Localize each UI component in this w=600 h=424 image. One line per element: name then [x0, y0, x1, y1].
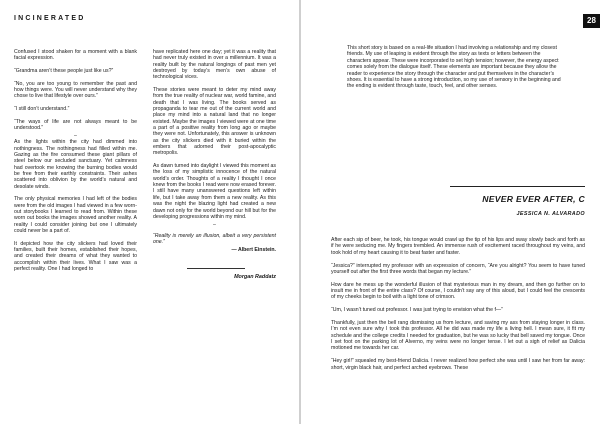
- left-page: [0, 0, 299, 424]
- paragraph: “Grandma aren’t these people just like us?”: [14, 67, 114, 74]
- paragraph: It depicted how the city slickers had loved their families, built their homes, established their hopes, and created their dreams of what they wanted to accomplish within their lives. What I saw was a perfect reality. One I had longed to: [14, 240, 137, 273]
- signature-rule: [187, 268, 245, 269]
- paragraph: As the lights within the city had dimmed into nothingness. The nothingness had filled within me. Gazing as the fire consumed these giant pillars of steel below our secluded sanctuary. Yet calmness had overtook me knowing the burning bodies would be free from their earthly constraints. Their ashes scattered into oblivion by the world’s natural and desolate winds.: [14, 139, 137, 190]
- paragraph: “The ways of life are not always meant to be understood.”: [14, 118, 137, 131]
- section-separator: –: [213, 222, 216, 229]
- paragraph: “Um, I wasn’t tuned out professor. I was just trying to envision what the f—”: [331, 307, 503, 314]
- quote-attribution: — Albert Einstein.: [231, 247, 276, 254]
- author-signature: Morgan Raddatz: [234, 273, 276, 280]
- paragraph: “Hey girl!” squealed my best-friend Dalicia. I never realized how perfect she was until I saw her from far away: short, virgin black hair, and perfect arched eyebrows. These: [331, 358, 585, 371]
- paragraph: The only physical memories I had left of the bodies were from the old images I had viewed in a few worn-out storybooks I learned to read from. Within these worn out books the images showed another reality. A reality I could consider joining but one I ultimately could never be a part of.: [14, 196, 137, 235]
- running-head: INCINERATED: [14, 15, 86, 22]
- paragraph: “Jessica?” interrupted my professor with an expression of concern, “Are you alright? You seem to have tuned yourself out after the first three words that began my lecture.”: [331, 262, 585, 275]
- paragraph: After each sip of beer, he took, his tongue would crawl up the tip of his lips and sway slowly back and forth as if he were seducing me. My fingers trembled. An immense rush of excitement raced throughout my veins, and took hold of my heart causing it to beat faster and faster.: [331, 237, 585, 256]
- right-page: [301, 0, 600, 424]
- epigraph-quote: “Reality is merely an illusion, albeit a very persistent one.”: [153, 232, 276, 245]
- paragraph: Thankfully, just then the bell rang dismissing us from lecture, and saving my ass from staying longer in class. I’m not even sure why I took this professor. All he did was made my life a living hell. I mean sure, it fit my schedule and the college credits I needed for graduation, but he was so lucky that bell saved my tongue. Once I set foot on the parking lot of Alverno, my veins were no longer tense. I let out a sigh of relief as Dalicia motioned me towards her car.: [331, 319, 585, 352]
- section-separator: –: [74, 133, 77, 140]
- author-intro: This short story is based on a real-life situation I had involving a relationship and my closest friends. My use of leaping is evident through the story as texts or letters between the characters appear. These were incorporated to set high tension; however, the energy aspect comes solely from the dialogue itself. These elements are important because they allow the reader to experience the story through the character and put themselves in the character’s shoes. It is essential to have a strong introduction, so my use of sensory in the beginning and the ending is evident through taste, touch, feel, and other senses.: [347, 45, 561, 90]
- story-column-right: [153, 49, 276, 287]
- paragraph: “I still don’t understand.”: [14, 105, 70, 112]
- paragraph: Confused I stood shaken for a moment with a blank facial expression.: [14, 49, 137, 62]
- paragraph: These stories were meant to deter my mind away from the true reality of nuclear war, world famine, and death that I was living. The books served as propaganda to tear me out of the current world and place my mind into a natural land that no longer existed. Maybe the images I viewed were at one time a part of a positive reality from long ago or maybe they were not. Unfortunately, this answer is unknown as the city slickers died with it buried within the embers that adorned their post-apocalyptic metropolis.: [153, 87, 276, 157]
- paragraph: have replicated here one day; yet it was a reality that had never truly existed in over a millennium. It was a reality built by the natural longings of past men yet destroyed by today’s men’s own abuse of technological vices.: [153, 49, 276, 81]
- paragraph: As dawn turned into daylight I viewed this moment as the loss of my simplistic innocence of the natural world’s order. Thoughts of a reality I thought I once knew from the books I read were now erased forever. I still have many unanswered questions left within life, but I take away from them a new reality. As this was the night the blazing light had created a new dawn not only for the world beyond our hill but for the developing progressions within my mind.: [153, 163, 276, 220]
- title-rule: [450, 186, 585, 187]
- signature-block: [153, 260, 276, 270]
- story-body: [331, 237, 585, 377]
- story-title: NEVER EVER AFTER, C: [482, 194, 585, 204]
- paragraph: “No, you are too young to remember the past and how things were. You will never understand why they chose to live that lifestyle over ours.”: [14, 80, 137, 100]
- page-number: 28: [583, 14, 600, 28]
- story-column-left: [14, 49, 137, 279]
- story-author: JESSICA N. ALVARADO: [516, 211, 585, 217]
- paragraph: How dare he mess up the wonderful illusion of that mysterious man in my dream, and then go further on to insult me in front of the entire class? Of course, I couldn’t say any of this aloud, but I could feel the crescents of my cheeks begin to boil with a light tone of crimson.: [331, 281, 585, 301]
